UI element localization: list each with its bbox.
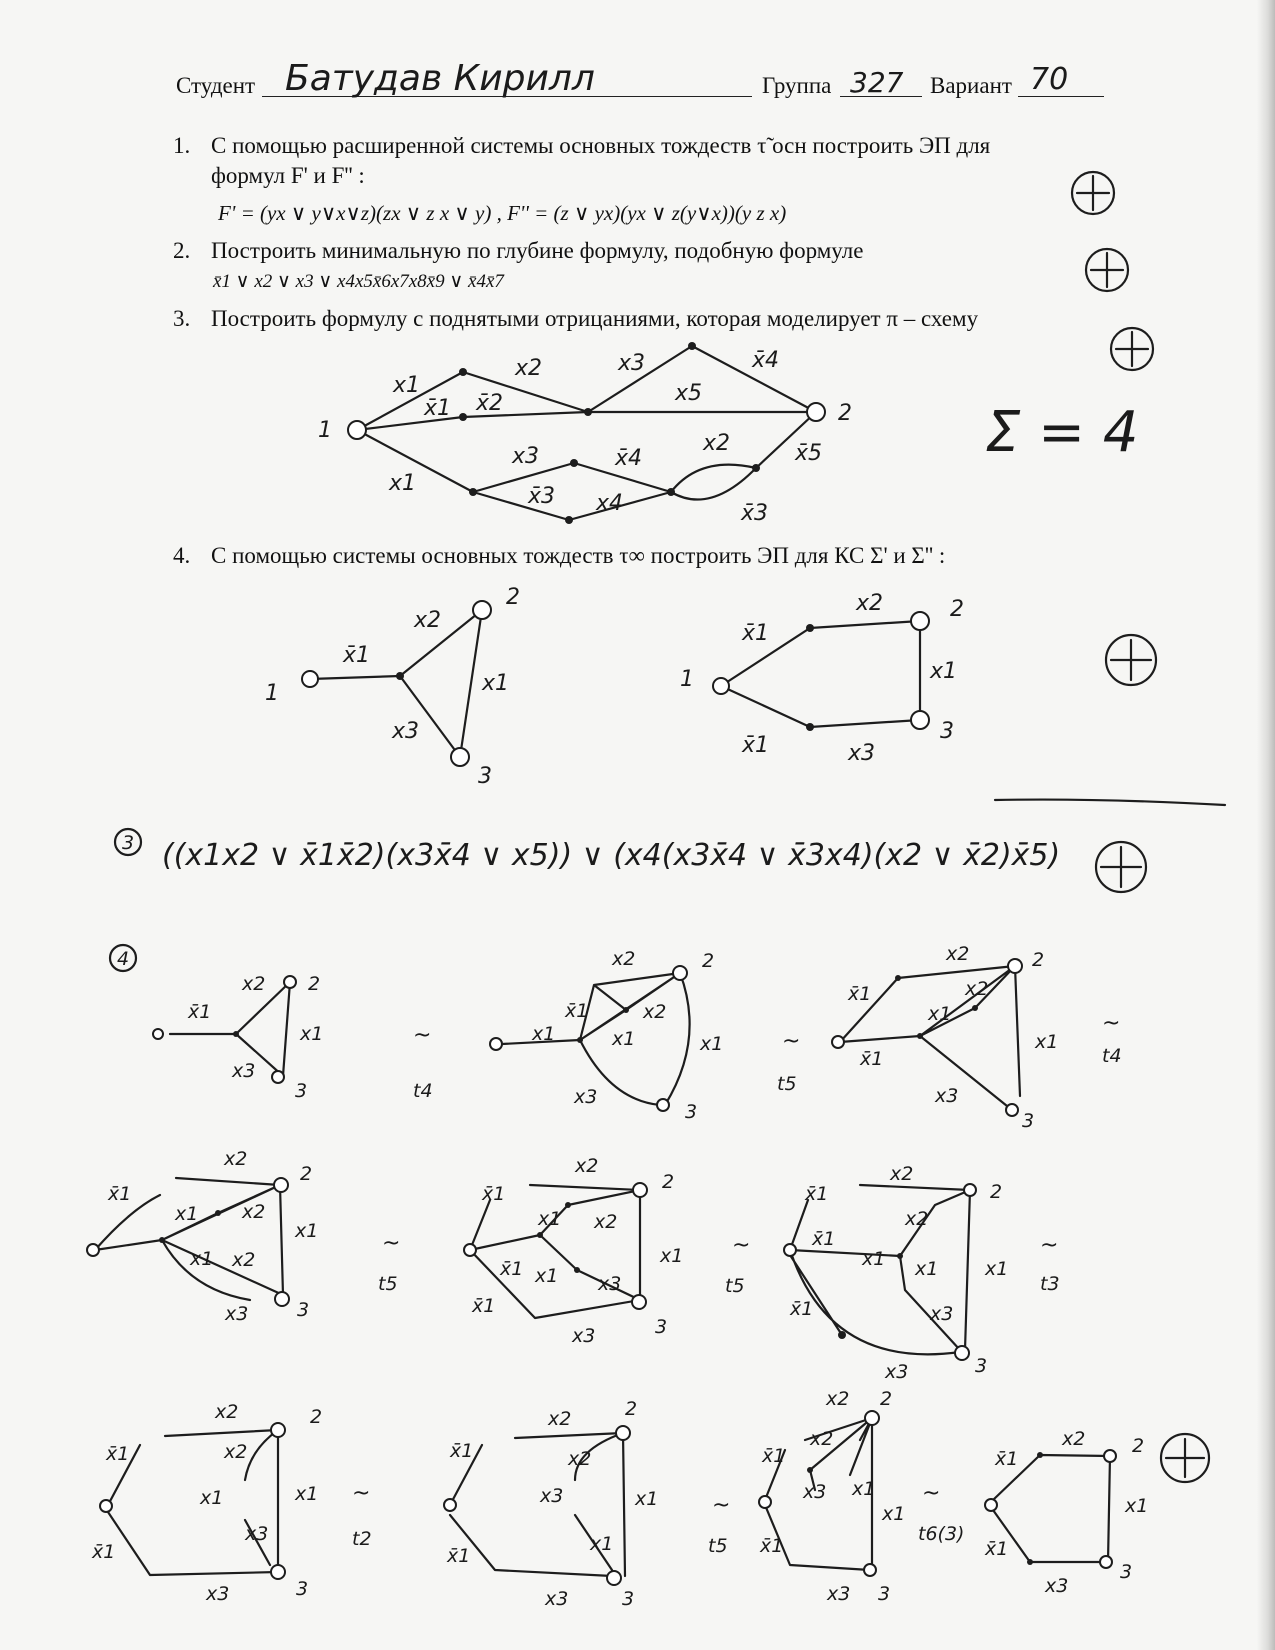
sdp-label-x1: x1 (930, 659, 958, 684)
svg-text:~: ~ (1040, 1233, 1059, 1258)
svg-text:x3: x3 (574, 1086, 598, 1108)
svg-text:x3: x3 (232, 1060, 256, 1082)
svg-text:x̄1: x̄1 (108, 1183, 132, 1205)
grade-mark-solution-3 (1096, 842, 1146, 892)
svg-text:x1: x1 (852, 1478, 876, 1500)
svg-text:x3: x3 (803, 1481, 827, 1503)
svg-text:x̄1: x̄1 (500, 1258, 524, 1280)
svg-text:x̄1: x̄1 (848, 983, 872, 1005)
svg-text:2: 2 (1132, 1435, 1145, 1457)
sp-node-2: 2 (506, 585, 520, 610)
svg-text:t6(3): t6(3) (918, 1523, 965, 1545)
svg-text:x2: x2 (568, 1448, 592, 1470)
pi-node-1: 1 (318, 418, 332, 443)
svg-text:t5: t5 (777, 1073, 797, 1095)
sp-node-1: 1 (265, 681, 279, 706)
svg-text:x2: x2 (810, 1428, 834, 1450)
task-1-number: 1. (173, 133, 191, 158)
svg-text:3: 3 (122, 832, 135, 854)
solution-3-answer: ((x1x2 ∨ x̄1x̄2)(x3x̄4 ∨ x5)) ∨ (x4(x3x̄4 ∨ x̄3x4)(x2 ∨ x̄2)x̄5) (162, 838, 1061, 873)
pi-label-x4n-b: x̄4 (615, 446, 643, 471)
solution-4-row-2 (87, 1148, 1060, 1383)
grade-mark-solution-4 (1161, 1434, 1209, 1482)
pi-label-x4n: x̄4 (752, 348, 780, 373)
task-4-number: 4. (173, 543, 191, 568)
svg-text:x2: x2 (826, 1388, 850, 1410)
pi-label-x3n: x̄3 (528, 484, 556, 509)
svg-text:x2: x2 (594, 1211, 618, 1233)
svg-text:3: 3 (878, 1583, 891, 1605)
group-value: 327 (850, 66, 904, 99)
svg-text:x1: x1 (985, 1258, 1009, 1280)
sp-label-x3: x3 (392, 719, 420, 744)
svg-text:x1: x1 (532, 1023, 556, 1045)
pi-label-x1: x1 (393, 373, 421, 398)
task-2-line1: Построить минимальную по глубине формулу, подобную формуле (211, 238, 864, 263)
svg-text:~: ~ (922, 1481, 941, 1506)
task-3-line1: Построить формулу с поднятыми отрицаниями, которая моделирует π – схему (211, 306, 979, 331)
svg-text:x1: x1 (175, 1203, 199, 1225)
pi-label-x5: x5 (675, 381, 703, 406)
pi-label-x3: x3 (618, 351, 646, 376)
svg-text:3: 3 (296, 1578, 309, 1600)
svg-text:x3: x3 (930, 1303, 954, 1325)
svg-text:x̄1: x̄1 (812, 1228, 836, 1250)
svg-text:x2: x2 (242, 973, 266, 995)
svg-text:x1: x1 (200, 1487, 224, 1509)
task-1-line1: С помощью расширенной системы основных тождеств τ̃ осн построить ЭП для (211, 133, 991, 158)
graph-sigma-double-prime (680, 591, 964, 766)
grade-mark-task-4 (1106, 635, 1156, 685)
svg-text:4: 4 (117, 948, 130, 970)
variant-label: Вариант (930, 73, 1012, 98)
svg-text:t5: t5 (708, 1535, 728, 1557)
svg-text:x1: x1 (538, 1208, 562, 1230)
svg-text:3: 3 (655, 1316, 668, 1338)
pi-label-x1n: x̄1 (424, 396, 452, 421)
svg-text:x̄1: x̄1 (565, 1000, 589, 1022)
svg-text:x3: x3 (572, 1325, 596, 1347)
solution-4-row-3 (91, 1388, 1148, 1610)
svg-text:3: 3 (297, 1299, 310, 1321)
svg-text:x1: x1 (882, 1503, 906, 1525)
sdp-node-1: 1 (680, 667, 694, 692)
svg-text:x1: x1 (1125, 1495, 1149, 1517)
svg-text:2: 2 (880, 1388, 893, 1410)
pi-label-x1-b: x1 (389, 471, 417, 496)
svg-text:2: 2 (1032, 949, 1045, 971)
svg-text:x2: x2 (643, 1001, 667, 1023)
svg-text:t2: t2 (352, 1528, 372, 1550)
svg-text:x3: x3 (540, 1485, 564, 1507)
svg-text:x̄1: x̄1 (106, 1443, 130, 1465)
sp-label-x1: x1 (482, 671, 510, 696)
sdp-label-x1n: x̄1 (742, 621, 770, 646)
sdp-label-x2: x2 (856, 591, 884, 616)
svg-text:x2: x2 (946, 943, 970, 965)
svg-text:x̄1: x̄1 (760, 1535, 784, 1557)
svg-text:3: 3 (685, 1101, 698, 1123)
solution-3-marker (115, 829, 141, 855)
svg-text:x̄1: x̄1 (995, 1448, 1019, 1470)
svg-text:~: ~ (712, 1493, 731, 1518)
svg-text:x1: x1 (928, 1003, 952, 1025)
svg-text:x1: x1 (295, 1483, 319, 1505)
svg-text:t5: t5 (378, 1273, 398, 1295)
pi-label-x4: x4 (596, 491, 624, 516)
svg-text:x2: x2 (890, 1163, 914, 1185)
svg-text:2: 2 (310, 1406, 323, 1428)
svg-text:3: 3 (295, 1080, 308, 1102)
svg-text:x̄1: x̄1 (188, 1001, 212, 1023)
svg-text:t3: t3 (1040, 1273, 1060, 1295)
svg-text:~: ~ (382, 1231, 401, 1256)
svg-text:3: 3 (622, 1588, 635, 1610)
svg-text:x2: x2 (215, 1401, 239, 1423)
svg-text:3: 3 (1022, 1110, 1035, 1132)
grade-mark-task-2 (1086, 249, 1128, 291)
svg-text:x̄1: x̄1 (472, 1295, 496, 1317)
svg-text:x1: x1 (700, 1033, 724, 1055)
svg-text:x3: x3 (225, 1303, 249, 1325)
student-name: Батудав Кирилл (285, 58, 595, 99)
svg-text:x2: x2 (224, 1148, 248, 1170)
variant-value: 70 (1030, 62, 1069, 97)
svg-text:x1: x1 (612, 1028, 636, 1050)
svg-text:x3: x3 (245, 1523, 269, 1545)
svg-text:x1: x1 (915, 1258, 939, 1280)
pi-label-x2n: x̄2 (476, 391, 504, 416)
divider-line (995, 800, 1225, 805)
svg-text:x2: x2 (548, 1408, 572, 1430)
svg-text:2: 2 (308, 973, 321, 995)
svg-text:x3: x3 (598, 1273, 622, 1295)
svg-text:x1: x1 (190, 1248, 214, 1270)
pi-label-x5n: x̄5 (795, 441, 823, 466)
sdp-label-x3: x3 (848, 741, 876, 766)
svg-text:x̄1: x̄1 (762, 1445, 786, 1467)
svg-text:x̄1: x̄1 (805, 1183, 829, 1205)
svg-text:3: 3 (975, 1355, 988, 1377)
svg-text:t4: t4 (1102, 1045, 1122, 1067)
student-label: Студент (176, 73, 256, 98)
sdp-label-x1n-b: x̄1 (742, 733, 770, 758)
svg-text:3: 3 (1120, 1561, 1133, 1583)
svg-text:~: ~ (1102, 1011, 1121, 1036)
svg-text:x1: x1 (660, 1245, 684, 1267)
svg-text:x3: x3 (827, 1583, 851, 1605)
svg-text:t5: t5 (725, 1275, 745, 1297)
svg-text:x̄1: x̄1 (482, 1183, 506, 1205)
svg-text:x1: x1 (300, 1023, 324, 1045)
group-label: Группа (762, 73, 832, 98)
svg-text:2: 2 (702, 950, 715, 972)
svg-text:x2: x2 (905, 1208, 929, 1230)
grade-mark-task-3 (1111, 328, 1153, 370)
svg-text:x2: x2 (1062, 1428, 1086, 1450)
svg-text:x̄1: x̄1 (860, 1048, 884, 1070)
svg-text:2: 2 (990, 1181, 1003, 1203)
svg-text:x̄1: x̄1 (790, 1298, 814, 1320)
svg-text:~: ~ (782, 1029, 801, 1054)
task-1-formula: F' = (yx ∨ y∨x∨z)(zx ∨ z x ∨ y) , F'' = (z ∨ yx)(yx ∨ z(y∨x))(y z x) (218, 201, 787, 225)
pi-label-x2: x2 (515, 356, 543, 381)
svg-text:~: ~ (352, 1481, 371, 1506)
sdp-node-2: 2 (950, 597, 964, 622)
pi-node-2: 2 (838, 401, 852, 426)
svg-text:x2: x2 (242, 1201, 266, 1223)
task-1-line2: формул F' и F'' : (211, 163, 365, 188)
svg-text:x̄1: x̄1 (450, 1440, 474, 1462)
sp-label-x1n: x̄1 (343, 643, 371, 668)
sp-label-x2: x2 (414, 608, 442, 633)
svg-text:2: 2 (300, 1163, 313, 1185)
svg-text:x1: x1 (535, 1265, 559, 1287)
svg-text:x2: x2 (575, 1155, 599, 1177)
sigma-note: Σ = 4 (985, 400, 1139, 465)
svg-text:x̄1: x̄1 (92, 1541, 116, 1563)
svg-text:2: 2 (662, 1171, 675, 1193)
svg-text:t4: t4 (413, 1080, 433, 1102)
svg-text:x3: x3 (885, 1361, 909, 1383)
svg-text:~: ~ (732, 1233, 751, 1258)
task-2-formula: x̄1 ∨ x2 ∨ x3 ∨ x4x5x̄6x7x8x̄9 ∨ x̄4x̄7 (213, 271, 504, 292)
solution-4-marker (110, 945, 136, 971)
pi-label-x3-b: x3 (512, 444, 540, 469)
task-3-number: 3. (173, 306, 191, 331)
svg-text:x2: x2 (965, 978, 989, 1000)
sp-node-3: 3 (478, 764, 492, 789)
svg-text:2: 2 (625, 1398, 638, 1420)
svg-text:x3: x3 (206, 1583, 230, 1605)
svg-text:x3: x3 (1045, 1575, 1069, 1597)
pi-label-x2-b: x2 (703, 431, 731, 456)
svg-text:x2: x2 (232, 1249, 256, 1271)
svg-text:x3: x3 (935, 1085, 959, 1107)
task-2-number: 2. (173, 238, 191, 263)
svg-text:~: ~ (413, 1023, 432, 1048)
svg-text:x1: x1 (295, 1220, 319, 1242)
sdp-node-3: 3 (940, 719, 954, 744)
svg-text:x1: x1 (862, 1248, 886, 1270)
pi-scheme (318, 342, 852, 526)
svg-text:x1: x1 (635, 1488, 659, 1510)
task-4-line1: С помощью системы основных тождеств τ∞ построить ЭП для КС Σ' и Σ'' : (211, 543, 946, 568)
svg-text:x3: x3 (545, 1588, 569, 1610)
solution-4-row-1 (153, 943, 1122, 1132)
graph-sigma-prime (265, 585, 520, 789)
svg-text:x1: x1 (1035, 1031, 1059, 1053)
grade-mark-task-1 (1072, 158, 1114, 214)
svg-text:x2: x2 (612, 948, 636, 970)
pi-label-x3n-b: x̄3 (741, 501, 769, 526)
svg-text:x̄1: x̄1 (985, 1538, 1009, 1560)
svg-text:x1: x1 (590, 1533, 614, 1555)
svg-text:x̄1: x̄1 (447, 1545, 471, 1567)
svg-text:x2: x2 (224, 1441, 248, 1463)
